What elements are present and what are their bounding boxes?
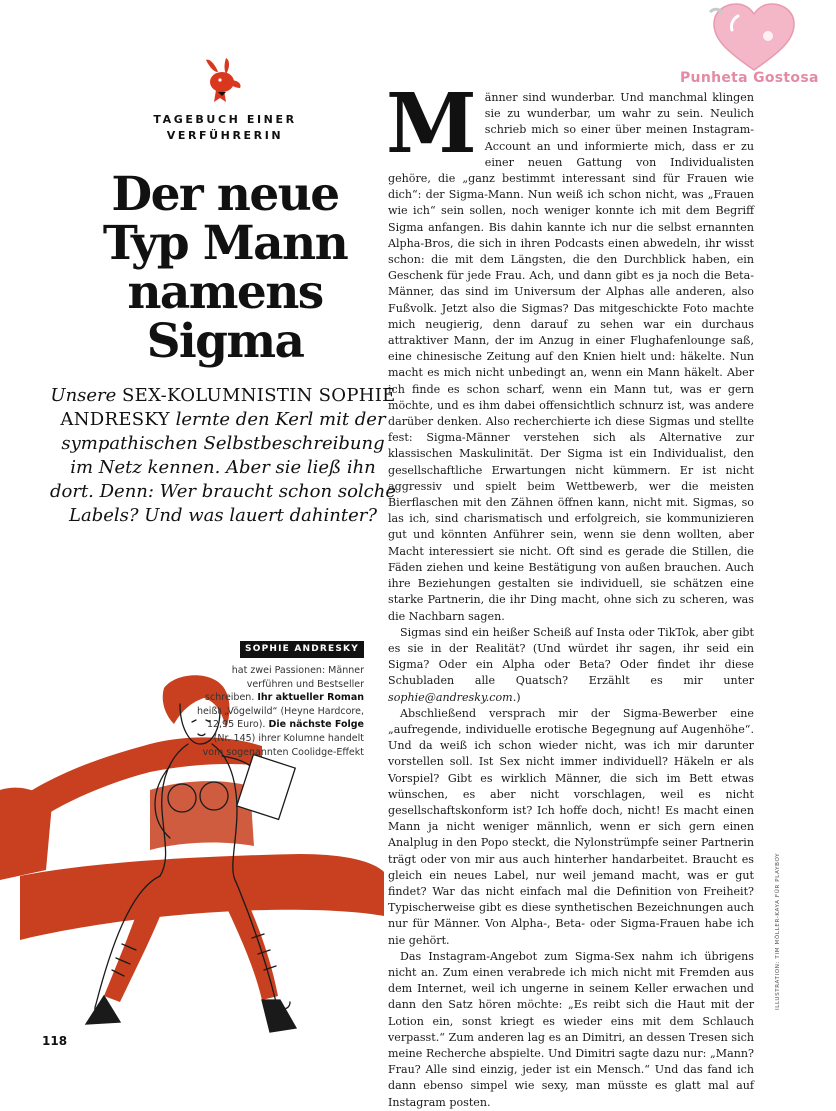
author-email-link[interactable]: sophie@andresky.com bbox=[388, 690, 513, 704]
drop-cap: M bbox=[386, 76, 477, 172]
bio-part-2: Ihr aktueller Roman bbox=[257, 692, 364, 704]
illustration-credit: ILLUSTRATION: TIM MÖLLER-KAYA FÜR PLAYBOY bbox=[775, 852, 781, 1010]
kicker-line-1: TAGEBUCH EINER bbox=[153, 113, 297, 126]
paragraph-1-text: änner sind wunderbar. Und manchmal klingen sie zu wunderbar, um wahr zu sein. Neulich schrieb mich so einer über meinen Instagram-Account an und informierte mich, dass er zu einer neuen Gattung von Individualisten gehöre, die „ganz bestimmt interessant sind für Frauen wie dich“: der Sigma-Mann. Nun weiß ich schon nicht, was „Frauen wie ich“ sein sollen, noch weniger konnte ich mit dem Begriff Sigma anfangen. Bis dahin kannte ich nur die selbst ernannten Alpha-Bros, die sich in ihren Podcasts einen abwedeln, ihr wisst schon: die mit dem Längsten, die den Durchblick haben, ein Geschenk für jede Frau. Ach, und dann gibt es ja noch die Beta-Männer, das sind im Universum der Alphas alle anderen, also Fußvolk. Jetzt also die Sigmas? Das mitgeschickte Foto machte mich neugierig, denn darauf zu sehen war ein durchaus attraktiver Mann, der im Anzug in einer Flughafenlounge saß, eine chinesische Zeitung auf den Knien hielt und: häkelte. Nun macht es mich nicht unbedingt an, wenn ein Mann häkelt. Aber ich finde es schon scharf, wenn ein Mann tut, was er gern möchte, und es ihm dabei offensichtlich schnurz ist, was andere darüber denken. Also recherchierte ich diese Sigmas und stellte fest: Sigma-Männer verstehen sich als Alternative zur klassischen Maskulinität. Der Sigma ist ein Individualist, den gesellschaftliche Erwartungen nicht kümmern. Er ist nicht aggressiv und spielt beim Wettbewerb, wer die meisten Bierflaschen mit den Zähnen öffnen kann, nicht mit. Sigmas, so las ich, sind charismatisch und erfolgreich, sie kommunizieren gut und könnten Anführer sein, wenn sie denn wollten, aber Macht interessiert sie nicht. Oft sind es gerade die Stillen, die Fäden ziehen und keine Bestätigung von außen brauchen. Auch ihre Beziehungen gestalten sie individuell, sie schätzen eine starke Partnerin, die ihr Ding macht, ohne sich zu scheren, was die Nachbarn sagen. bbox=[388, 91, 754, 623]
bio-part-4: Die nächste Folge bbox=[268, 719, 364, 731]
heart-icon bbox=[708, 2, 800, 74]
article-body bbox=[386, 76, 754, 1111]
standfirst-caps: SEX-KOLUMNISTIN SOPHIE ANDRESKY bbox=[60, 385, 396, 430]
bio-part-3: heißt „Vögelwild“ (Heyne Hardcore, 12,95 Euro). bbox=[196, 705, 364, 731]
standfirst-part-1: Unsere bbox=[50, 385, 123, 406]
column-kicker bbox=[110, 112, 340, 144]
bio-part-1: hat zwei Passionen: Männer verführen und Bestseller schreiben. bbox=[205, 665, 364, 704]
title-line-1: Der neue bbox=[111, 167, 339, 222]
watermark-text: Punheta Gostosa bbox=[680, 70, 819, 86]
standfirst-part-2: lernte den Kerl mit der sympathischen Selbstbeschreibung im Netz kennen. Aber sie ließ ihn dort. Denn: Wer braucht schon solche Labels? Und was lauert dahinter? bbox=[49, 409, 396, 526]
title-line-2: Typ Mann bbox=[102, 216, 348, 271]
paragraph-4: Das Instagram-Angebot zum Sigma-Sex nahm ich übrigens nicht an. Zum einen verabrede ich mich nicht mit Fremden aus dem Internet, weil ich ungerne in seinem Keller erwachen und dann den Satz hören möchte: „Es reibt sich die Haut mit der Lotion ein, sonst kriegt es wieder eins mit dem Schlauch verpasst.“ Zum anderen lag es an Dimitri, an dessen Tresen sich meine Recherche abspielte. Und Dimitri sagte dazu nur: „Mann? Frau? Alle sind einzig, jeder ist ein Mensch.“ Und das fand ich dann ebenso simpel wie sexy, man müsste es glatt mal auf Instagram posten. bbox=[388, 949, 754, 1109]
page-title bbox=[60, 167, 390, 369]
author-badge: SOPHIE ANDRESKY bbox=[240, 641, 364, 658]
title-line-3: namens bbox=[127, 265, 323, 320]
paragraph-2-text-b: .) bbox=[512, 690, 521, 704]
standfirst bbox=[48, 384, 398, 528]
paragraph-2 bbox=[388, 625, 754, 706]
bunny-icon bbox=[200, 56, 244, 104]
page-number: 118 bbox=[42, 1034, 68, 1048]
paragraph-1 bbox=[386, 76, 754, 625]
bio-part-5: (Nr. 145) ihrer Kolumne handelt vom sogenannten Coolidge-Effekt bbox=[202, 732, 364, 758]
paragraph-3: Abschließend versprach mir der Sigma-Bewerber eine „aufregende, individuelle erotische Begegnung auf Augenhöhe“. Und da weiß ich schon wieder nicht, was ich mir darunter vorstellen soll. Ist Sex nicht immer individuell? Häkeln er als Vorspiel? Gibt es wirklich Männer, die sich im Bett etwas wünschen, es aber nicht vorschlagen, weil es nicht gesellschaftskonform ist? Ich hoffe doch, nicht! Es macht einen Mann ja nicht weniger männlich, wenn er sich gern einen Analplug in den Popo steckt, die Nylonstrümpfe seiner Partnerin trägt oder von mir aus auch hinterher handarbeitet. Braucht es gleich ein neues Label, nur weil jemand macht, was er gut findet? War das nicht einfach mal die Definition von Freiheit? Typischerweise gibt es diese synthetischen Bezeichnungen auch nur für Männer. Von Alpha-, Beta- oder Sigma-Frauen habe ich nie gehört. bbox=[388, 706, 754, 947]
author-bio bbox=[196, 664, 364, 759]
paragraph-2-text-a: Sigmas sind ein heißer Scheiß auf Insta oder TikTok, aber gibt es sie in der Realität? (Und würdet ihr sagen, ihr seid ein Sigma? Oder ein Alpha oder Beta? Oder findet ihr diese Schubladen alle Quatsch? Erzählt es mir unter bbox=[388, 625, 754, 688]
title-line-4: Sigma bbox=[146, 314, 304, 369]
kicker-line-2: VERFÜHRERIN bbox=[166, 129, 284, 142]
